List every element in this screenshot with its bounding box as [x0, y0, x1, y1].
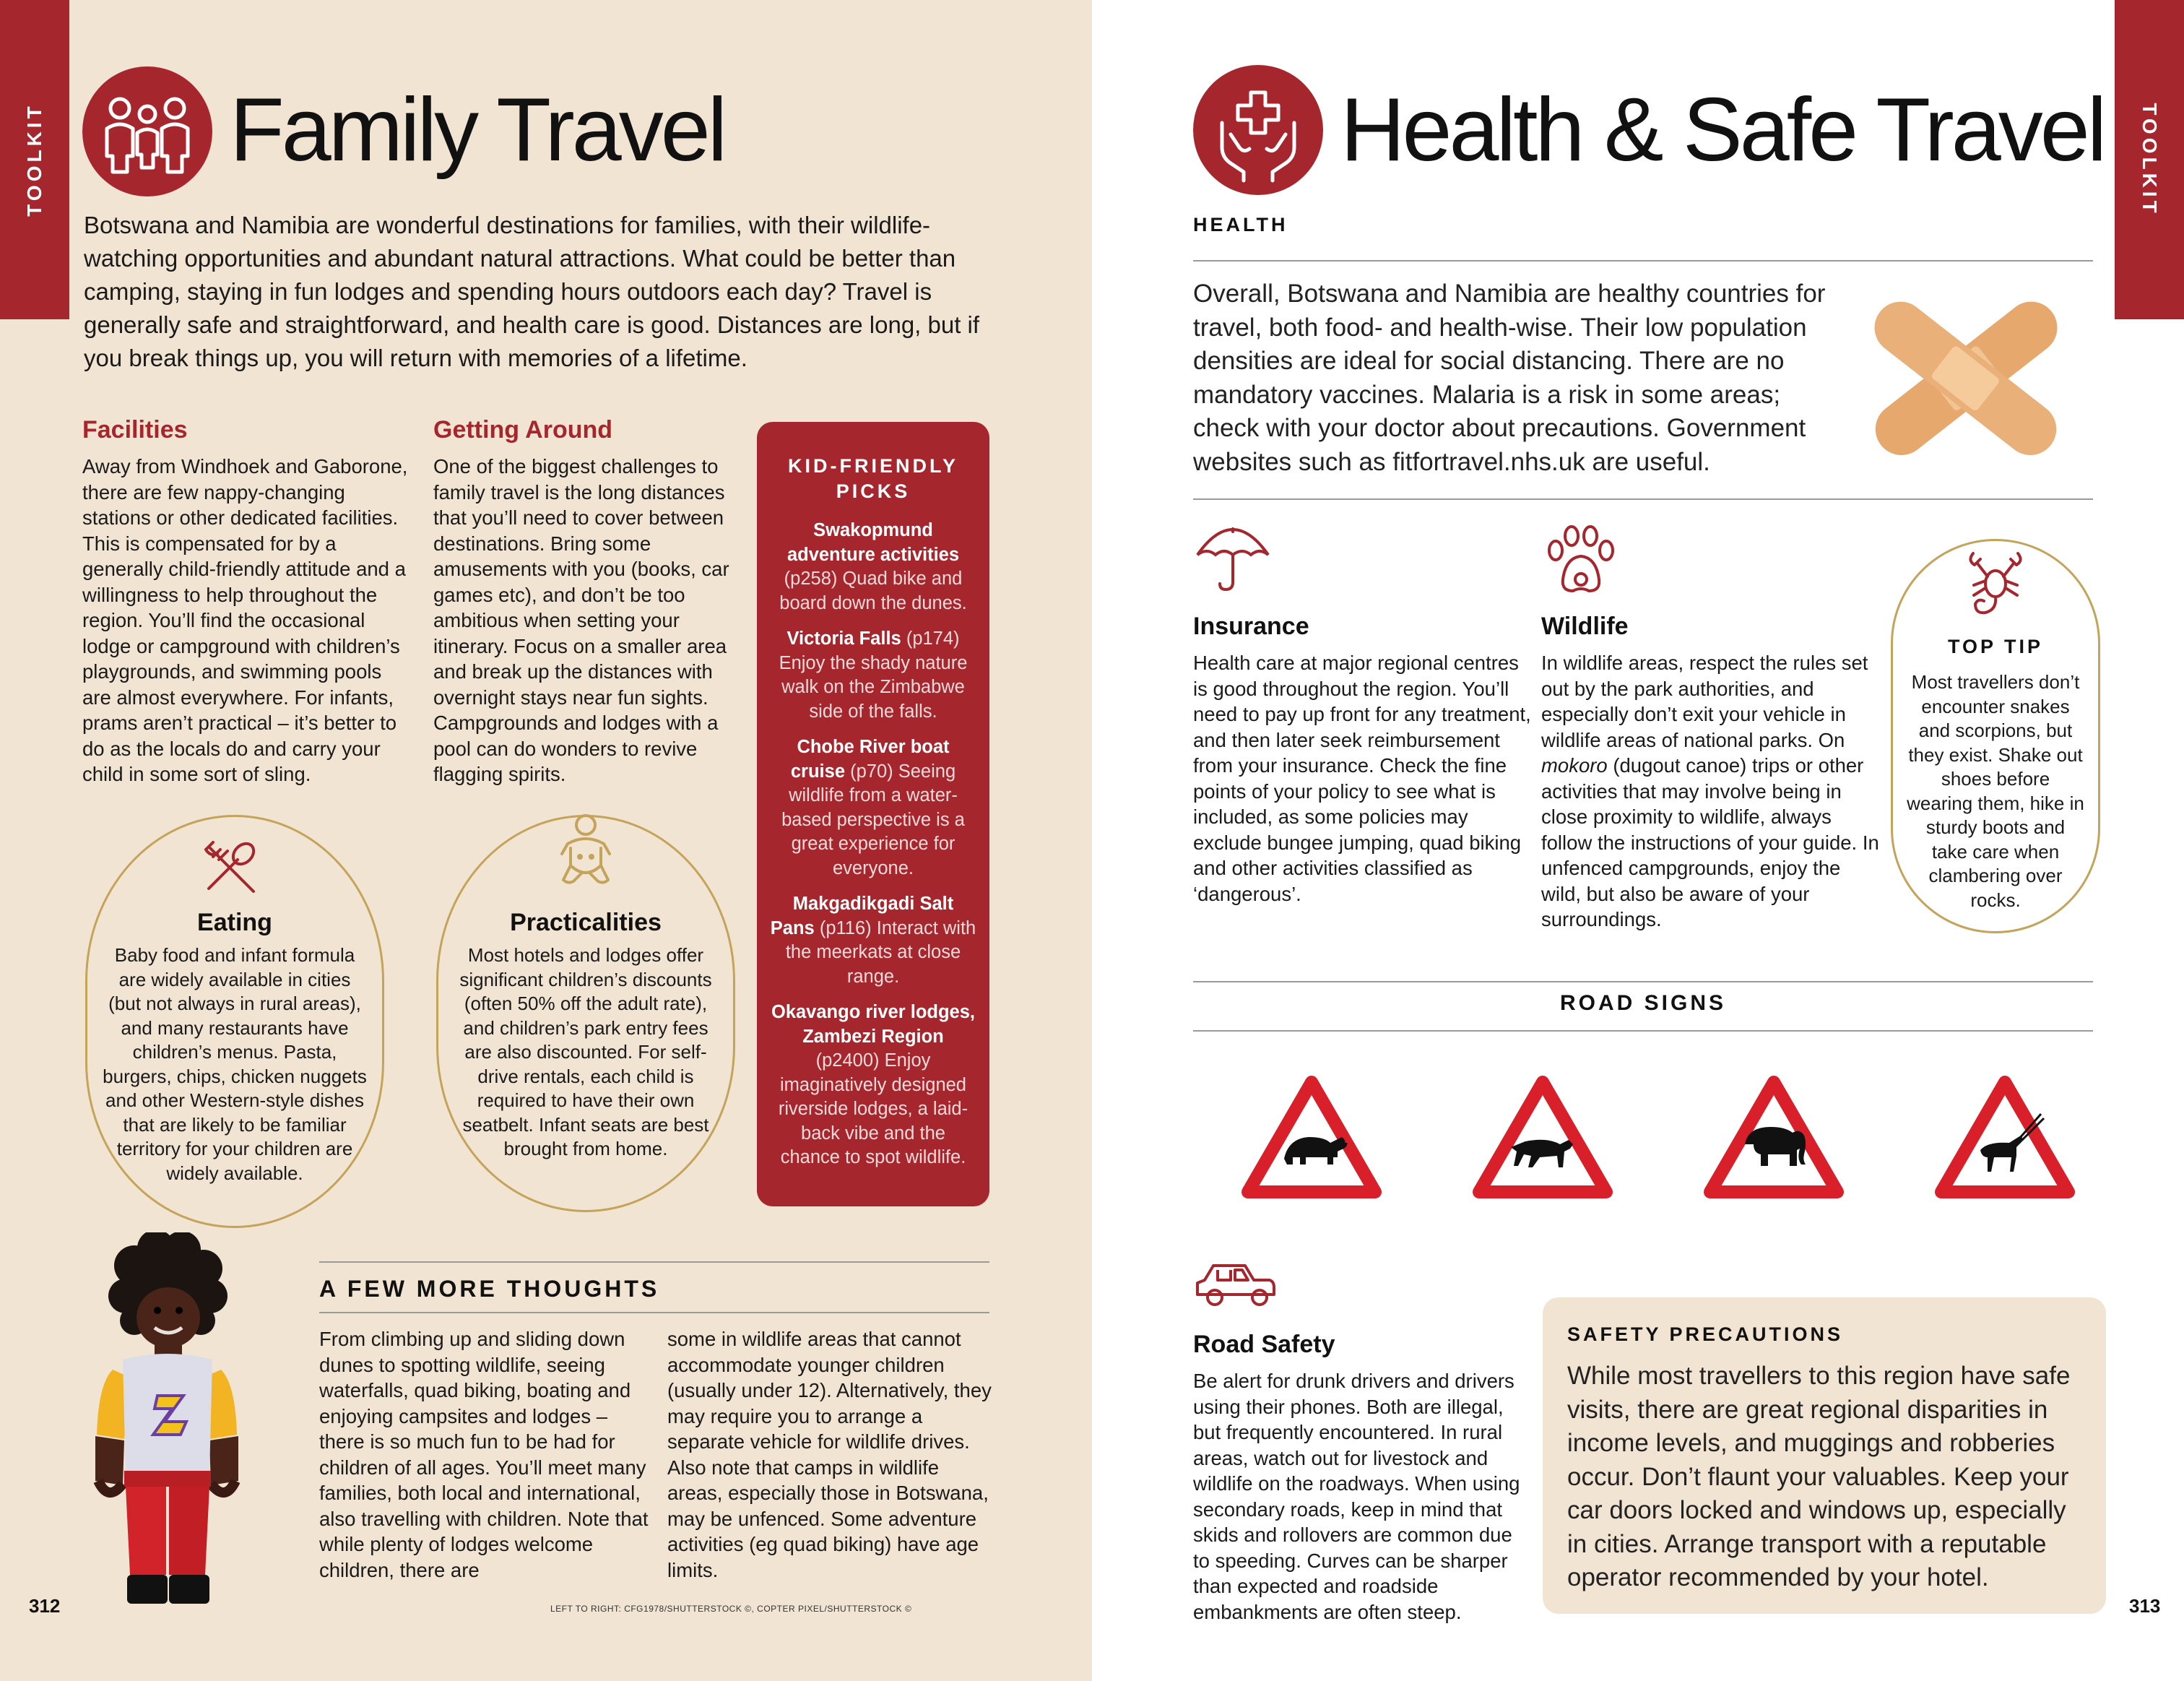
- intro-paragraph: Botswana and Namibia are wonderful destinations for families, with their wildlife-watching opportunities and abundant natural attractions. What could be better than camping, staying in fun lodges and spending hours outdoors each day? Travel is generally safe and straightforward, and health care is good. Distances are long, but if you break things up, you will return with memories of a lifetime.: [84, 212, 980, 371]
- road-signs-rule-top: [1193, 981, 2093, 982]
- road-safety-text: Be alert for drunk drivers and drivers using their phones. Both are illegal, but frequently encountered. In rural areas, watch out for livestock and wildlife on the roadways. When using secondary roads, keep in mind that skids and rollovers are common due to speeding. Curves can be sharper than expected and roadside embankments are often steep.: [1193, 1370, 1520, 1623]
- kid-pick-text: (p70) Seeing wildlife from a water-based perspective is a great experience for everyone.: [781, 761, 965, 878]
- kid-pick-text: (p174) Enjoy the shady nature walk on the Zimbabwe side of the falls.: [779, 628, 968, 722]
- getting-around-heading: Getting Around: [433, 416, 613, 444]
- toolkit-tab-right: [2115, 0, 2184, 319]
- road-safety-heading: Road Safety: [1193, 1331, 1335, 1358]
- kid-pick-text: (p258) Quad bike and board down the dunes.: [779, 569, 967, 613]
- kid-pick-text: (p2400) Enjoy imaginatively designed riverside lodges, a laid-back vibe and the chance to spot wildlife.: [778, 1050, 968, 1167]
- safety-precautions-box: [1543, 1297, 2106, 1614]
- safety-precautions-heading: SAFETY PRECAUTIONS: [1567, 1323, 1844, 1345]
- kid-pick-item: [770, 892, 976, 989]
- top-tip-heading: TOP TIP: [1947, 636, 2044, 657]
- mokoro-term: mokoro: [1541, 754, 1608, 777]
- health-hands-icon: [1193, 65, 1323, 195]
- elephant-sign: [1702, 1072, 1846, 1202]
- right-page: [1092, 0, 2184, 1681]
- kid-pick-item: [770, 627, 976, 724]
- umbrella-icon: [1193, 522, 1273, 594]
- baby-icon: [553, 812, 618, 891]
- family-icon: [82, 66, 212, 196]
- kid-pick-name: Makgadikgadi Salt Pans: [770, 894, 954, 938]
- health-rule-bottom: [1193, 498, 2093, 500]
- car-icon: [1193, 1257, 1280, 1315]
- thoughts-rule-top: [319, 1261, 989, 1263]
- thoughts-rule-bottom: [319, 1312, 989, 1313]
- insurance-text: Health care at major regional centres is good throughout the region. You’ll need to pay up front for any treatment, and then later seek reimbursement from your insurance. Check the fine points of your policy to see what is included, as some policies may exclude bungee jumping, quad biking and other activities classified as ‘dangerous’.: [1193, 652, 1531, 905]
- practicalities-heading: Practicalities: [510, 909, 662, 936]
- toolkit-label: TOOLKIT: [2138, 103, 2161, 217]
- page-title-health: Health & Safe Travel: [1340, 80, 2105, 180]
- plaster-image: [1858, 280, 2074, 475]
- kid-pick-item: [770, 735, 976, 881]
- eating-text: Baby food and infant formula are widely available in cities (but not always in rural areas), and many restaurants have children’s menus. Pasta, burgers, chips, chicken nuggets and other Western-style dishes that are likely to be familiar territory for your children are widely available.: [103, 944, 367, 1184]
- thoughts-column-1: From climbing up and sliding down dunes to spotting wildlife, seeing waterfalls, quad biking, boating and enjoying campsites and lodges – there is so much fun to be had for children of all ages. You’ll meet many families, both local and international, also travelling with children. Note that while plenty of lodges welcome children, there are: [319, 1328, 649, 1581]
- wildlife-text-part: In wildlife areas, respect the rules set out by the park authorities, and especially don’t exit your vehicle in wildlife areas of national parks. On: [1541, 652, 1868, 751]
- health-label: HEALTH: [1193, 214, 1288, 235]
- toolkit-label: TOOLKIT: [23, 103, 46, 217]
- oryx-sign: [1933, 1072, 2077, 1202]
- kid-friendly-title: KID-FRIENDLY PICKS: [787, 455, 958, 502]
- getting-around-text: One of the biggest challenges to family travel is the long distances that you’ll need to cover between destinations. Bring some amusements with you (books, car games etc), and don’t be too ambitious when setting your itinerary. Focus on a smaller area and break up the distances with overnight stays near fun sights. Campgrounds and lodges with a pool can do wonders to revive flagging spirits.: [433, 455, 729, 785]
- health-rule-top: [1193, 260, 2093, 262]
- safety-precautions-text: While most travellers to this region have safe visits, there are great regional disparities in income levels, and muggings and robberies occur. Don’t flaunt your valuables. Keep your car doors locked and windows up, especially in cities. Arrange transport with a reputable operator recommended by your hotel.: [1567, 1362, 2071, 1591]
- practicalities-text: Most hotels and lodges offer significant children’s discounts (often 50% off the adult rate), and children’s park entry fees are also discounted. For self-drive rentals, each child is required to have their own seatbelt. Infant seats are best brought from home.: [459, 944, 712, 1159]
- warthog-sign: [1239, 1072, 1384, 1202]
- wildlife-heading: Wildlife: [1541, 613, 1629, 640]
- fork-spoon-icon: [199, 837, 264, 902]
- insurance-heading: Insurance: [1193, 613, 1309, 640]
- road-signs-heading: ROAD SIGNS: [1559, 991, 1727, 1015]
- paw-icon: [1541, 522, 1621, 601]
- kid-pick-item: [770, 519, 976, 615]
- photo-credit: LEFT TO RIGHT: CFG1978/SHUTTERSTOCK ©, COPTER PIXEL/SHUTTERSTOCK ©: [550, 1604, 912, 1614]
- kid-pick-name: Chobe River boat cruise: [790, 737, 950, 782]
- thoughts-heading: A FEW MORE THOUGHTS: [319, 1276, 660, 1302]
- page-title-family-travel: Family Travel: [230, 80, 725, 180]
- page-number-left: 312: [29, 1595, 61, 1617]
- health-text: Overall, Botswana and Namibia are healthy countries for travel, both food- and health-wise. Their low population densities are ideal for social distancing. There are no mandatory vaccines. Malaria is a risk in some areas; check with your doctor about precautions. Government websites such as fitfortravel.nhs.uk are useful.: [1193, 280, 1826, 476]
- wildlife-text: [1541, 650, 1881, 933]
- facilities-text: Away from Windhoek and Gaborone, there are few nappy-changing stations or other dedicated facilities. This is compensated for by a generally child-friendly attitude and a willingness to help throughout the region. You’ll find the occasional lodge or campground with children’s playgrounds, and swimming pools are almost everywhere. For infants, prams aren’t practical – it’s better to do as the locals do and carry your child in some sort of sling.: [82, 455, 408, 785]
- kid-pick-name: Swakopmund adventure activities: [786, 520, 960, 565]
- kid-pick-name: Victoria Falls: [786, 628, 901, 649]
- thoughts-column-2: some in wildlife areas that cannot accommodate younger children (usually under 12). Alternatively, they may require you to arrange a separate vehicle for wildlife drives. Also note that camps in wildlife areas, especially those in Botswana, may be unfenced. Some adventure activities (eg quad biking) have age limits.: [667, 1328, 992, 1581]
- scorpion-icon: [1963, 546, 2028, 626]
- facilities-heading: Facilities: [82, 416, 188, 444]
- toy-figure-image: [62, 1232, 272, 1615]
- kid-pick-text: (p116) Interact with the meerkats at close range.: [785, 917, 976, 987]
- road-signs-rule-bottom: [1193, 1030, 2093, 1032]
- hyena-sign: [1470, 1072, 1615, 1202]
- kid-friendly-picks-box: [757, 422, 989, 1206]
- page-number-right: 313: [2129, 1595, 2161, 1617]
- eating-heading: Eating: [197, 909, 272, 936]
- wildlife-text-part: (dugout canoe) trips or other activities that may involve being in close proximity to wildlife, always follow the instructions of your guide. In unfenced campgrounds, enjoy the wild, but also be aware of your surroundings.: [1541, 754, 1879, 930]
- kid-pick-name: Okavango river lodges, Zambezi Region: [771, 1002, 976, 1047]
- top-tip-text: Most travellers don’t encounter snakes and scorpions, but they exist. Shake out shoes before wearing them, hike in sturdy boots and take care when clambering over rocks.: [1907, 671, 2084, 911]
- kid-pick-item: [770, 1001, 976, 1170]
- toolkit-tab-left: [0, 0, 69, 319]
